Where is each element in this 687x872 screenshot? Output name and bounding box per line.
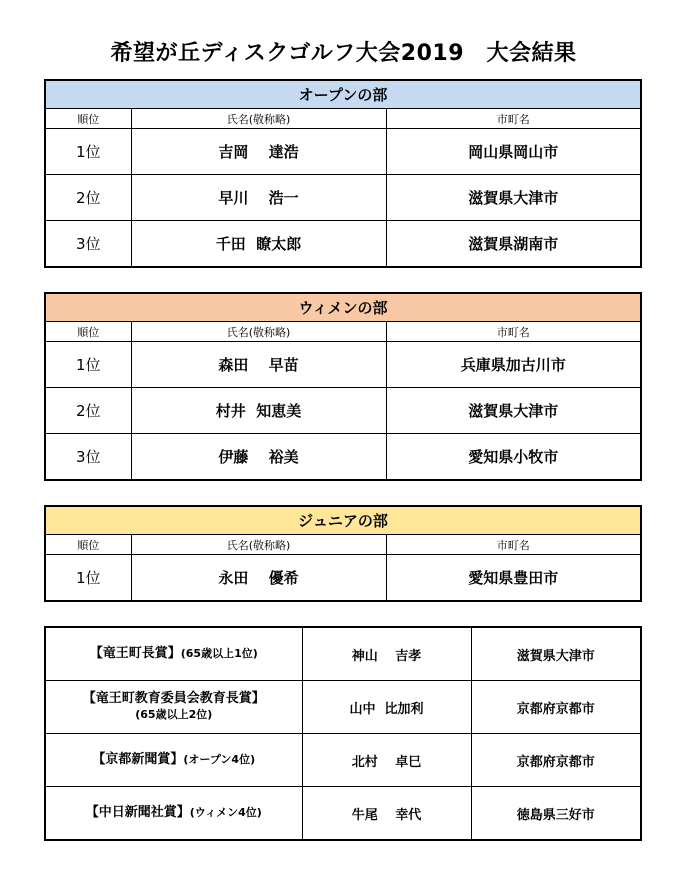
section-title-women: ウィメンの部 (45, 293, 641, 322)
name-header: 氏名(敬称略) (131, 322, 386, 342)
name-cell: 森田 早苗 (131, 342, 386, 388)
table-row (45, 221, 641, 268)
table-row (45, 555, 641, 602)
city-header: 市町名 (386, 322, 641, 342)
award-title: 【京都新聞賞】 (92, 752, 184, 767)
table-row (45, 342, 641, 388)
rank-header: 順位 (45, 109, 131, 129)
award-note: (ウィメン4位) (189, 806, 262, 819)
rank-header: 順位 (45, 322, 131, 342)
city-header: 市町名 (386, 535, 641, 555)
award-winner-name: 山中 比加利 (302, 681, 471, 734)
rank-cell: 3位 (45, 221, 131, 268)
award-winner-city: 京都府京都市 (471, 681, 641, 734)
name-cell: 村井 知恵美 (131, 388, 386, 434)
award-label (45, 681, 302, 734)
award-note: (オープン4位) (183, 753, 256, 766)
rank-cell: 1位 (45, 555, 131, 602)
section-title-junior: ジュニアの部 (45, 506, 641, 535)
award-row (45, 681, 641, 734)
name-header: 氏名(敬称略) (131, 535, 386, 555)
page-title: 希望が丘ディスクゴルフ大会2019 大会結果 (110, 41, 577, 66)
name-cell: 早川 浩一 (131, 175, 386, 221)
award-winner-city: 徳島県三好市 (471, 787, 641, 841)
award-winner-city: 京都府京都市 (471, 734, 641, 787)
award-title: 【竜王町長賞】 (89, 646, 181, 661)
city-cell: 岡山県岡山市 (386, 129, 641, 175)
award-winner-name: 神山 吉孝 (302, 627, 471, 681)
results-table-open (44, 79, 642, 268)
award-winner-name: 北村 卓巳 (302, 734, 471, 787)
section-title-open: オープンの部 (45, 80, 641, 109)
name-cell: 伊藤 裕美 (131, 434, 386, 481)
results-table-junior (44, 505, 642, 602)
special-awards-table (44, 626, 642, 841)
city-cell: 愛知県豊田市 (386, 555, 641, 602)
results-table-women (44, 292, 642, 481)
award-row (45, 734, 641, 787)
table-row (45, 129, 641, 175)
table-row (45, 434, 641, 481)
rank-cell: 3位 (45, 434, 131, 481)
rank-cell: 2位 (45, 175, 131, 221)
city-cell: 滋賀県大津市 (386, 175, 641, 221)
name-cell: 吉岡 達浩 (131, 129, 386, 175)
award-winner-name: 牛尾 幸代 (302, 787, 471, 841)
award-label (45, 787, 302, 841)
city-header: 市町名 (386, 109, 641, 129)
award-row (45, 627, 641, 681)
award-row (45, 787, 641, 841)
name-cell: 永田 優希 (131, 555, 386, 602)
award-title: 【竜王町教育委員会教育長賞】 (82, 691, 265, 706)
city-cell: 愛知県小牧市 (386, 434, 641, 481)
award-note: (65歳以上2位) (135, 708, 213, 721)
award-winner-city: 滋賀県大津市 (471, 627, 641, 681)
city-cell: 滋賀県大津市 (386, 388, 641, 434)
city-cell: 兵庫県加古川市 (386, 342, 641, 388)
award-note: (65歳以上1位) (180, 647, 258, 660)
award-title: 【中日新聞社賞】 (85, 805, 190, 820)
rank-cell: 1位 (45, 129, 131, 175)
table-row (45, 175, 641, 221)
rank-header: 順位 (45, 535, 131, 555)
city-cell: 滋賀県湖南市 (386, 221, 641, 268)
rank-cell: 1位 (45, 342, 131, 388)
award-label (45, 627, 302, 681)
table-row (45, 388, 641, 434)
rank-cell: 2位 (45, 388, 131, 434)
name-cell: 千田 瞭太郎 (131, 221, 386, 268)
award-label (45, 734, 302, 787)
name-header: 氏名(敬称略) (131, 109, 386, 129)
